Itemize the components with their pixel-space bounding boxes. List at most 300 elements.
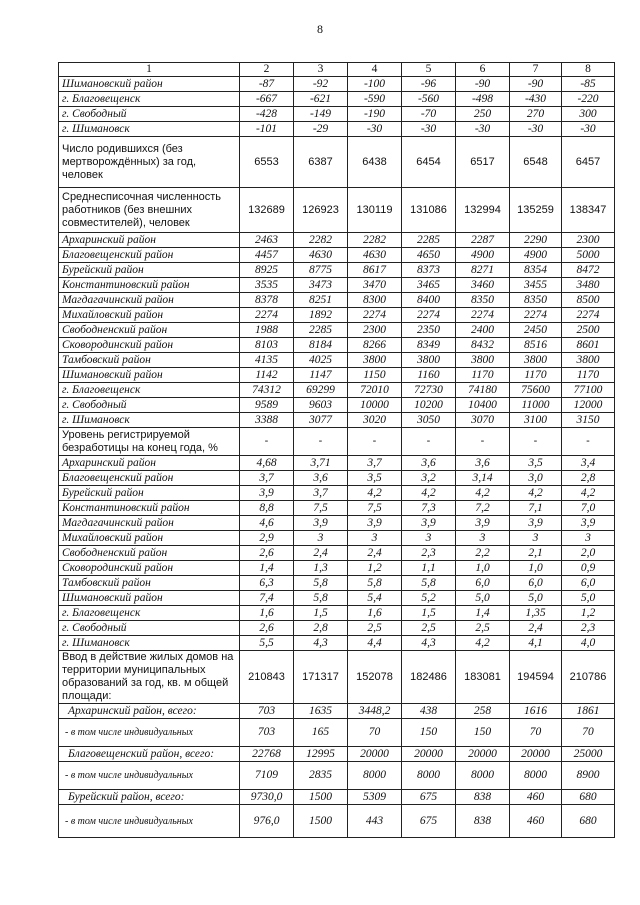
table-row	[59, 546, 615, 561]
table-cell: 4,6	[240, 516, 294, 531]
table-cell: 6438	[348, 137, 402, 188]
table-cell: 976,0	[240, 805, 294, 838]
table-cell: 4,68	[240, 456, 294, 471]
table-cell: 2274	[562, 308, 615, 323]
table-cell: 270	[510, 107, 562, 122]
table-cell: 132689	[240, 188, 294, 233]
table-cell: 258	[456, 704, 510, 719]
row-label: Бурейский район, всего:	[59, 790, 240, 805]
table-cell: 838	[456, 805, 510, 838]
table-cell: 2,9	[240, 531, 294, 546]
table-row	[59, 368, 615, 383]
table-cell: 3,5	[510, 456, 562, 471]
table-cell: 300	[562, 107, 615, 122]
table-row	[59, 576, 615, 591]
table-cell: -621	[294, 92, 348, 107]
table-row	[59, 516, 615, 531]
table-cell: 3535	[240, 278, 294, 293]
table-cell: -90	[510, 77, 562, 92]
table-cell: 2285	[294, 323, 348, 338]
table-cell: 5,4	[348, 591, 402, 606]
table-row	[59, 77, 615, 92]
table-cell: 9603	[294, 398, 348, 413]
table-cell: 3,9	[562, 516, 615, 531]
table-cell: 3	[294, 531, 348, 546]
table-cell: 8251	[294, 293, 348, 308]
table-cell: 2300	[348, 323, 402, 338]
table-cell: 3,6	[456, 456, 510, 471]
table-cell: 3020	[348, 413, 402, 428]
table-cell: 2400	[456, 323, 510, 338]
table-cell: 7,4	[240, 591, 294, 606]
table-cell: 3	[510, 531, 562, 546]
table-cell: 3448,2	[348, 704, 402, 719]
row-label: Число родившихся (без мертворождённых) за год, человек	[59, 137, 240, 188]
row-label: г. Свободный	[59, 621, 240, 636]
table-cell: 1892	[294, 308, 348, 323]
table-cell: 10400	[456, 398, 510, 413]
table-cell: 8432	[456, 338, 510, 353]
table-cell: 3800	[562, 353, 615, 368]
table-cell: -428	[240, 107, 294, 122]
table-cell: 3,5	[348, 471, 402, 486]
table-cell: 171317	[294, 651, 348, 704]
table-row	[59, 137, 615, 188]
column-header: 6	[456, 63, 510, 77]
table-cell: -149	[294, 107, 348, 122]
table-cell: 5,0	[456, 591, 510, 606]
table-cell: 70	[348, 719, 402, 747]
row-label: г. Благовещенск	[59, 383, 240, 398]
table-cell: -220	[562, 92, 615, 107]
table-cell: 1170	[456, 368, 510, 383]
row-label: Архаринский район	[59, 233, 240, 248]
table-cell: 4,0	[562, 636, 615, 651]
table-cell: 1861	[562, 704, 615, 719]
table-cell: 2500	[562, 323, 615, 338]
table-cell: 3,9	[456, 516, 510, 531]
table-cell: 77100	[562, 383, 615, 398]
table-cell: 210786	[562, 651, 615, 704]
table-cell: 703	[240, 719, 294, 747]
table-cell: 3,9	[348, 516, 402, 531]
table-cell: 1,1	[402, 561, 456, 576]
table-cell: 3,71	[294, 456, 348, 471]
table-cell: 72010	[348, 383, 402, 398]
table-cell: 1,3	[294, 561, 348, 576]
table-cell: 2,6	[240, 546, 294, 561]
table-cell: 6,0	[562, 576, 615, 591]
table-cell: 4025	[294, 353, 348, 368]
table-cell: 182486	[402, 651, 456, 704]
table-row	[59, 561, 615, 576]
table-cell: 25000	[562, 747, 615, 762]
column-header: 5	[402, 63, 456, 77]
row-label: Михайловский район	[59, 308, 240, 323]
table-cell: 2,8	[562, 471, 615, 486]
column-header: 2	[240, 63, 294, 77]
table-cell: -90	[456, 77, 510, 92]
table-cell: 8000	[456, 762, 510, 790]
table-cell: 8500	[562, 293, 615, 308]
table-cell: 8472	[562, 263, 615, 278]
table-cell: 2,1	[510, 546, 562, 561]
table-cell: 3388	[240, 413, 294, 428]
row-label: г. Свободный	[59, 398, 240, 413]
table-cell: 1,0	[456, 561, 510, 576]
table-cell: 5000	[562, 248, 615, 263]
table-cell: -430	[510, 92, 562, 107]
row-label: Свободненский район	[59, 323, 240, 338]
table-cell: 0,9	[562, 561, 615, 576]
table-cell: 443	[348, 805, 402, 838]
table-cell: 6387	[294, 137, 348, 188]
table-cell: -70	[402, 107, 456, 122]
table-cell: 8350	[510, 293, 562, 308]
table-cell: 8,8	[240, 501, 294, 516]
row-label: Свободненский район	[59, 546, 240, 561]
table-row	[59, 398, 615, 413]
table-cell: 3100	[510, 413, 562, 428]
table-cell: 838	[456, 790, 510, 805]
table-cell: 4,2	[456, 636, 510, 651]
table-cell: 8900	[562, 762, 615, 790]
table-cell: 7,2	[456, 501, 510, 516]
table-cell: 7,0	[562, 501, 615, 516]
table-cell: -30	[562, 122, 615, 137]
table-row	[59, 263, 615, 278]
table-cell: 5,8	[348, 576, 402, 591]
table-cell: 7109	[240, 762, 294, 790]
table-cell: 2835	[294, 762, 348, 790]
table-cell: 5,5	[240, 636, 294, 651]
row-label: Благовещенский район, всего:	[59, 747, 240, 762]
row-label: Благовещенский район	[59, 248, 240, 263]
table-row	[59, 122, 615, 137]
table-cell: 126923	[294, 188, 348, 233]
row-label: г. Шимановск	[59, 122, 240, 137]
table-row	[59, 762, 615, 790]
data-table	[58, 62, 615, 838]
table-cell: 3460	[456, 278, 510, 293]
table-cell: 1988	[240, 323, 294, 338]
header-row	[59, 63, 615, 77]
table-cell: 20000	[456, 747, 510, 762]
table-cell: 3	[348, 531, 402, 546]
table-cell: 460	[510, 805, 562, 838]
table-cell: 72730	[402, 383, 456, 398]
table-cell: 2,8	[294, 621, 348, 636]
table-cell: 3,0	[510, 471, 562, 486]
table-row	[59, 323, 615, 338]
table-row	[59, 293, 615, 308]
table-cell: -30	[510, 122, 562, 137]
table-cell: -	[240, 428, 294, 456]
table-row	[59, 456, 615, 471]
table-row	[59, 353, 615, 368]
table-cell: 7,1	[510, 501, 562, 516]
page-number: 8	[317, 22, 323, 36]
table-cell: 2274	[456, 308, 510, 323]
row-label: Сковородинский район	[59, 338, 240, 353]
table-cell: 4900	[510, 248, 562, 263]
table-cell: 4,2	[348, 486, 402, 501]
table-cell: 6517	[456, 137, 510, 188]
table-cell: 4,2	[510, 486, 562, 501]
table-cell: 460	[510, 790, 562, 805]
table-cell: 8601	[562, 338, 615, 353]
row-label: Тамбовский район	[59, 353, 240, 368]
table-cell: 8184	[294, 338, 348, 353]
table-cell: 6548	[510, 137, 562, 188]
table-cell: 20000	[348, 747, 402, 762]
row-label: г. Благовещенск	[59, 92, 240, 107]
table-row	[59, 188, 615, 233]
table-cell: 4,3	[294, 636, 348, 651]
table-cell: -	[348, 428, 402, 456]
table-cell: 1,5	[294, 606, 348, 621]
table-cell: 7,5	[348, 501, 402, 516]
table-cell: 165	[294, 719, 348, 747]
table-cell: 12995	[294, 747, 348, 762]
table-cell: 680	[562, 805, 615, 838]
table-row	[59, 591, 615, 606]
table-cell: 8000	[510, 762, 562, 790]
table-cell: -	[510, 428, 562, 456]
table-row	[59, 805, 615, 838]
table-cell: 1142	[240, 368, 294, 383]
table-cell: 4630	[348, 248, 402, 263]
table-cell: 10000	[348, 398, 402, 413]
table-cell: 5,2	[402, 591, 456, 606]
table-row	[59, 338, 615, 353]
table-cell: -30	[456, 122, 510, 137]
table-cell: 8266	[348, 338, 402, 353]
table-cell: 3,14	[456, 471, 510, 486]
table-cell: 3800	[402, 353, 456, 368]
table-cell: 2,4	[348, 546, 402, 561]
table-cell: 1150	[348, 368, 402, 383]
table-cell: 675	[402, 790, 456, 805]
table-cell: 3,2	[402, 471, 456, 486]
table-body	[59, 63, 615, 838]
row-label: - в том числе индивидуальных	[59, 719, 240, 747]
table-cell: 3,7	[348, 456, 402, 471]
table-cell: 3077	[294, 413, 348, 428]
table-cell: 6,3	[240, 576, 294, 591]
table-cell: 12000	[562, 398, 615, 413]
table-cell: -30	[348, 122, 402, 137]
table-cell: 2,2	[456, 546, 510, 561]
row-label: г. Шимановск	[59, 636, 240, 651]
table-cell: 2274	[240, 308, 294, 323]
row-label: Сковородинский район	[59, 561, 240, 576]
table-cell: 1616	[510, 704, 562, 719]
row-label: Константиновский район	[59, 501, 240, 516]
table-cell: 150	[456, 719, 510, 747]
table-cell: -101	[240, 122, 294, 137]
table-cell: 438	[402, 704, 456, 719]
table-row	[59, 107, 615, 122]
table-cell: 5,8	[294, 576, 348, 591]
table-cell: 1,6	[348, 606, 402, 621]
table-cell: -96	[402, 77, 456, 92]
table-cell: 11000	[510, 398, 562, 413]
table-cell: 8925	[240, 263, 294, 278]
table-cell: 2290	[510, 233, 562, 248]
table-cell: 3800	[510, 353, 562, 368]
table-cell: 2,4	[510, 621, 562, 636]
table-cell: 8350	[456, 293, 510, 308]
table-cell: -	[456, 428, 510, 456]
table-cell: 3	[402, 531, 456, 546]
table-cell: 7,5	[294, 501, 348, 516]
table-cell: 20000	[402, 747, 456, 762]
table-cell: -30	[402, 122, 456, 137]
table-row	[59, 428, 615, 456]
row-label: Уровень регистрируемой безработицы на конец года, %	[59, 428, 240, 456]
table-row	[59, 531, 615, 546]
row-label: Ввод в действие жилых домов на территории муниципальных образований за год, кв. м общей площади:	[59, 651, 240, 704]
table-cell: 3070	[456, 413, 510, 428]
table-cell: 8000	[402, 762, 456, 790]
table-cell: 2,3	[402, 546, 456, 561]
table-row	[59, 651, 615, 704]
table-cell: 3,9	[240, 486, 294, 501]
table-cell: 4630	[294, 248, 348, 263]
table-cell: 2,5	[348, 621, 402, 636]
table-cell: 3,6	[294, 471, 348, 486]
table-cell: 20000	[510, 747, 562, 762]
table-cell: 183081	[456, 651, 510, 704]
table-cell: 3480	[562, 278, 615, 293]
table-cell: 4,2	[456, 486, 510, 501]
table-cell: 1,6	[240, 606, 294, 621]
table-cell: -	[294, 428, 348, 456]
table-cell: 4,1	[510, 636, 562, 651]
column-header: 4	[348, 63, 402, 77]
table-cell: 3800	[456, 353, 510, 368]
table-cell: -	[402, 428, 456, 456]
row-label: Тамбовский район	[59, 576, 240, 591]
table-cell: -	[562, 428, 615, 456]
table-cell: 210843	[240, 651, 294, 704]
table-cell: 2463	[240, 233, 294, 248]
table-cell: 22768	[240, 747, 294, 762]
row-label: Архаринский район	[59, 456, 240, 471]
table-cell: 3800	[348, 353, 402, 368]
table-cell: 8271	[456, 263, 510, 278]
row-label: г. Благовещенск	[59, 606, 240, 621]
table-cell: 1147	[294, 368, 348, 383]
table-cell: 75600	[510, 383, 562, 398]
table-cell: -100	[348, 77, 402, 92]
column-header: 1	[59, 63, 240, 77]
table-cell: 5,8	[294, 591, 348, 606]
table-cell: 3473	[294, 278, 348, 293]
table-row	[59, 704, 615, 719]
table-cell: 3470	[348, 278, 402, 293]
table-row	[59, 248, 615, 263]
table-row	[59, 621, 615, 636]
table-row	[59, 233, 615, 248]
table-cell: 2,6	[240, 621, 294, 636]
table-row	[59, 747, 615, 762]
table-cell: 8400	[402, 293, 456, 308]
table-cell: -667	[240, 92, 294, 107]
table-row	[59, 308, 615, 323]
table-cell: 6457	[562, 137, 615, 188]
row-label: Благовещенский район	[59, 471, 240, 486]
table-cell: 8300	[348, 293, 402, 308]
row-label: Михайловский район	[59, 531, 240, 546]
table-cell: 2,5	[402, 621, 456, 636]
table-cell: 4,3	[402, 636, 456, 651]
table-row	[59, 278, 615, 293]
row-label: Шимановский район	[59, 77, 240, 92]
table-cell: 8000	[348, 762, 402, 790]
table-cell: 8349	[402, 338, 456, 353]
table-cell: 8617	[348, 263, 402, 278]
table-cell: -560	[402, 92, 456, 107]
row-label: Архаринский район, всего:	[59, 704, 240, 719]
table-cell: 4,2	[402, 486, 456, 501]
table-cell: 4650	[402, 248, 456, 263]
table-cell: 69299	[294, 383, 348, 398]
table-cell: 5,0	[562, 591, 615, 606]
table-cell: 2,3	[562, 621, 615, 636]
table-cell: 1,2	[348, 561, 402, 576]
table-cell: 2,0	[562, 546, 615, 561]
column-header: 3	[294, 63, 348, 77]
table-cell: 1500	[294, 805, 348, 838]
table-cell: 3,4	[562, 456, 615, 471]
table-cell: 138347	[562, 188, 615, 233]
row-label: г. Свободный	[59, 107, 240, 122]
table-cell: -190	[348, 107, 402, 122]
table-cell: 2274	[402, 308, 456, 323]
table-row	[59, 790, 615, 805]
table-row	[59, 501, 615, 516]
table-row	[59, 486, 615, 501]
table-cell: 680	[562, 790, 615, 805]
table-cell: 130119	[348, 188, 402, 233]
table-cell: 8378	[240, 293, 294, 308]
table-cell: -498	[456, 92, 510, 107]
row-label: - в том числе индивидуальных	[59, 762, 240, 790]
table-cell: 3,9	[402, 516, 456, 531]
row-label: Магдагачинский район	[59, 516, 240, 531]
table-cell: -92	[294, 77, 348, 92]
table-cell: 5,8	[402, 576, 456, 591]
table-cell: 5309	[348, 790, 402, 805]
table-cell: 6553	[240, 137, 294, 188]
column-header: 7	[510, 63, 562, 77]
table-cell: 8516	[510, 338, 562, 353]
table-row	[59, 413, 615, 428]
table-cell: 1500	[294, 790, 348, 805]
table-cell: 2,5	[456, 621, 510, 636]
table-row	[59, 471, 615, 486]
table-row	[59, 606, 615, 621]
table-row	[59, 383, 615, 398]
table-cell: 2450	[510, 323, 562, 338]
table-cell: 132994	[456, 188, 510, 233]
table-cell: 6,0	[510, 576, 562, 591]
row-label: - в том числе индивидуальных	[59, 805, 240, 838]
table-cell: 135259	[510, 188, 562, 233]
table-cell: 2285	[402, 233, 456, 248]
